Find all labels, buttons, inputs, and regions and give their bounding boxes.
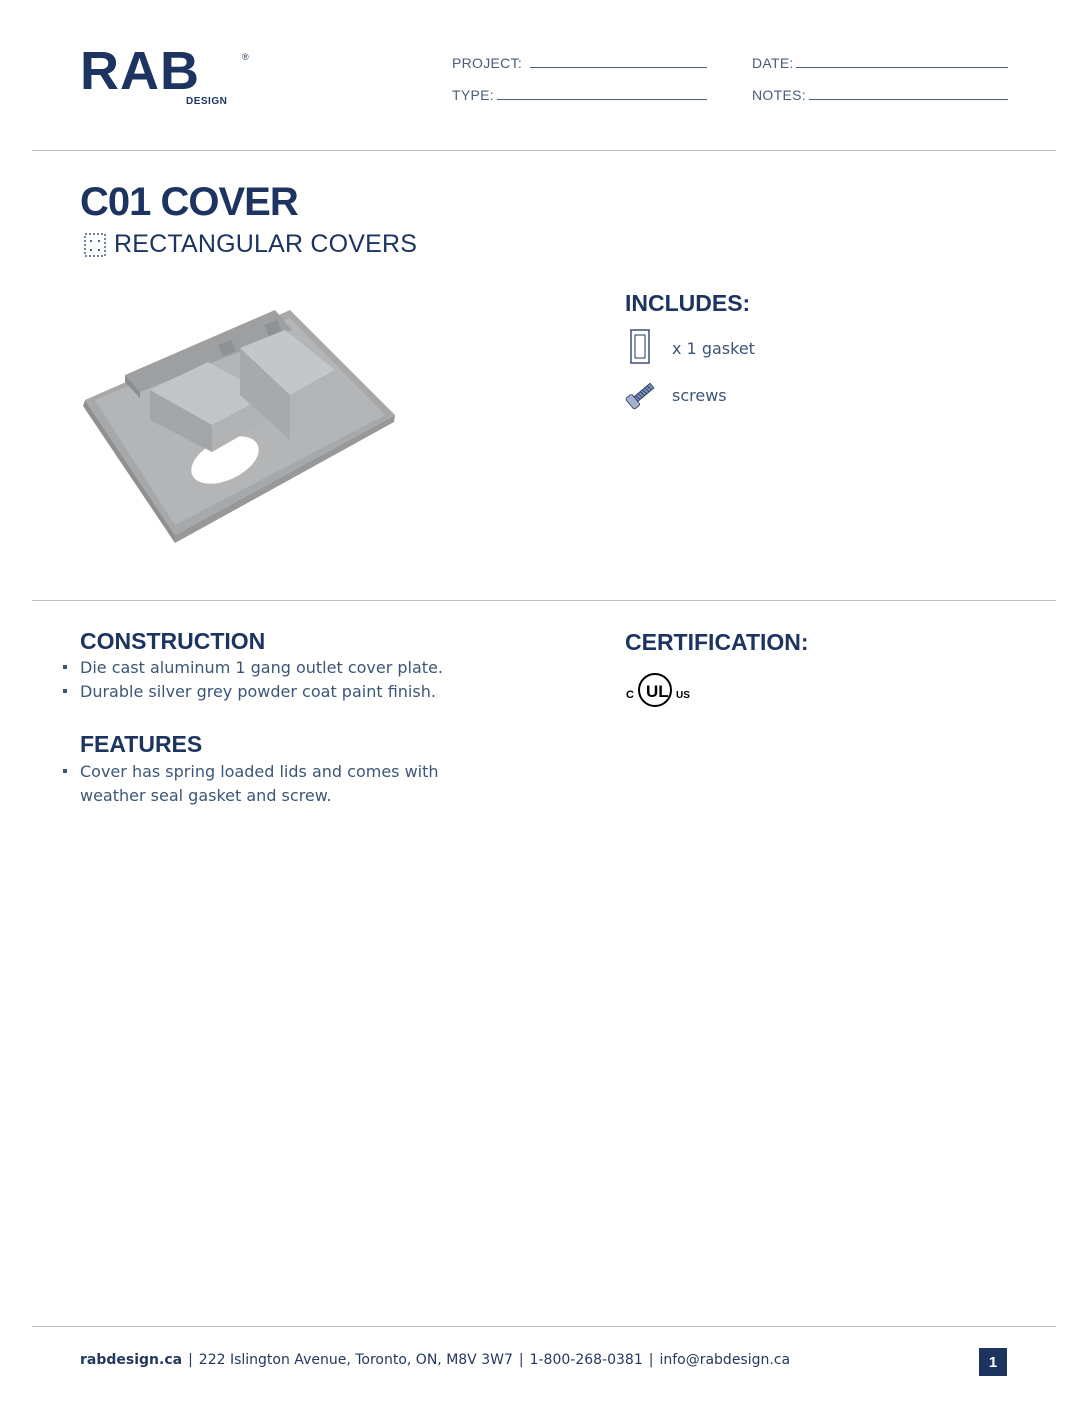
gasket-icon [626,328,656,366]
cul-us-certification-mark [623,670,693,710]
rab-design-logo [80,41,260,110]
footer-phone: 1-800-268-0381 [529,1352,643,1368]
list-item: Durable silver grey powder coat paint finish. [80,680,500,704]
includes-item [626,328,656,366]
list-item: Die cast aluminum 1 gang outlet cover plate. [80,656,500,680]
footer-contact: rabdesign.ca | 222 Islington Avenue, Toronto, ON, M8V 3W7 | 1-800-268-0381 | info@rabdesign.ca [80,1352,791,1368]
construction-heading: CONSTRUCTION [80,628,266,654]
includes-item-label: screws [672,386,727,405]
logo-subtext: DESIGN [186,96,228,107]
footer-divider [32,1326,1056,1327]
cul-ul-text: UL [646,682,669,701]
section-divider [32,600,1056,601]
bullet-icon [63,665,67,669]
construction-list [80,656,500,704]
list-item: Cover has spring loaded lids and comes with weather seal gasket and screw. [80,760,460,808]
logo-registered-mark: ® [242,52,249,62]
cul-c-text: C [626,689,634,701]
screw-icon [624,376,660,412]
product-title: C01 COVER [80,180,298,224]
notes-label: NOTES: [752,87,806,103]
header-divider [32,150,1056,151]
date-field[interactable] [796,67,1008,68]
bullet-icon [63,769,67,773]
type-label: TYPE: [452,87,494,103]
bullet-icon [63,689,67,693]
project-field[interactable] [530,67,707,68]
footer-website-link[interactable]: rabdesign.ca [80,1352,183,1368]
features-heading: FEATURES [80,731,203,757]
logo-wordmark: RAB [80,41,200,101]
certification-heading: CERTIFICATION: [625,629,809,655]
footer-email-link[interactable]: info@rabdesign.ca [659,1352,791,1368]
includes-heading: INCLUDES: [625,290,751,316]
date-label: DATE: [752,55,794,71]
rectangular-cover-icon [84,233,106,257]
includes-item-label: x 1 gasket [672,339,755,358]
footer-address: 222 Islington Avenue, Toronto, ON, M8V 3W7 [198,1352,513,1368]
product-subtitle: RECTANGULAR COVERS [114,230,418,258]
type-field[interactable] [497,99,707,100]
product-subtitle-row [84,230,417,259]
project-label: PROJECT: [452,55,523,71]
cul-us-text: US [676,690,690,701]
features-list [80,760,460,808]
product-image [80,300,400,545]
includes-item [624,376,660,412]
page-number-badge: 1 [979,1348,1007,1376]
notes-field[interactable] [809,99,1008,100]
